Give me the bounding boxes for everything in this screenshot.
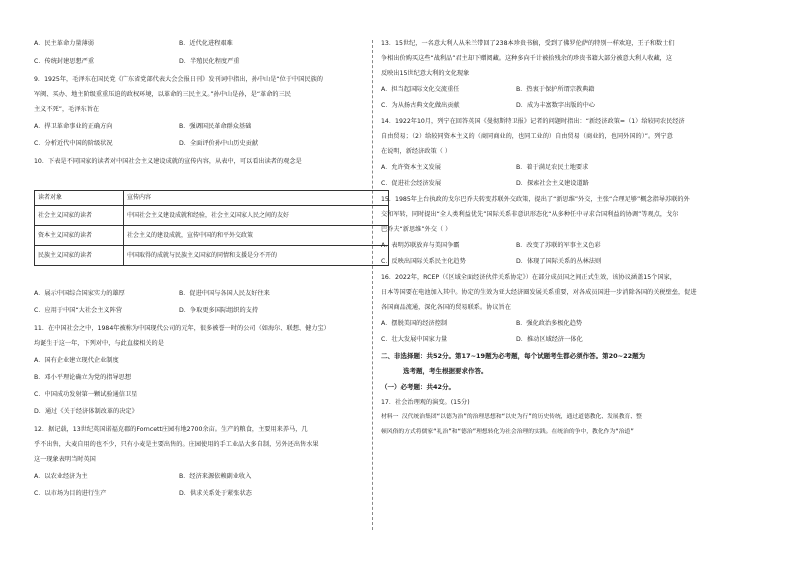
q10-table <box>34 190 389 266</box>
q10-table-header <box>35 191 389 206</box>
table-cell: 社会主义的建设成就，宣传中国的和平外交政策 <box>124 226 389 246</box>
q8-option-c: C．传统封建思想严重 <box>34 58 95 65</box>
table-cell: 中国社会主义建设成就和经验，社会主义国家人民之间的友好 <box>124 206 389 226</box>
q8-option-d: D．半殖民化程度严重 <box>179 58 240 65</box>
q10-options-row2 <box>34 307 364 317</box>
q8-options-row2 <box>34 58 364 68</box>
q9-stem-3: 主义不死”，毛泽东旨在 <box>34 106 100 113</box>
section-2-subheading: （一）必考题：共42分。 <box>381 383 456 391</box>
section-2-line-1: 二、非选择题：共52分。第17~19题为必考题，每个试题考生都必须作答。第20~22题为 <box>381 352 646 360</box>
q11-stem-1: 11．在中国社会之中，1984年被称为中国现代公司的元年，很多被誉一时的公司（如海尔、联想、健力宝） <box>34 325 330 332</box>
column-divider <box>372 40 373 530</box>
q14-stem-2: 自由贸易；（2）给较同资本主义的（商同商业的，也同工业的）自由贸易（商业的，也同外国的）”。列宁意 <box>381 133 673 140</box>
q16-option-c: C．壮大发展中国家力量 <box>381 336 448 343</box>
q14-stem-3: 在说明，新经济政策（ ） <box>381 148 452 155</box>
q10-option-b: B．促进中国与各国人民友好往来 <box>179 290 270 297</box>
q11-option-a: A．国有企业建立现代企业制度 <box>34 357 119 364</box>
q10-header-content: 宣传内容 <box>124 191 389 206</box>
q14-options-row1 <box>381 164 719 174</box>
q16-options-row1 <box>381 320 719 330</box>
q13-options-row1 <box>381 86 719 96</box>
q10-option-d: D．争取更多国际组织的支持 <box>179 307 259 314</box>
q12-options-row2 <box>34 490 364 500</box>
q9-stem-1: 9．1925年，毛泽东在国民党《广东省党部代表大会会报日刊》发刊词中指出，孙中山是“位于中国民族的 <box>34 76 323 83</box>
q12-stem-1: 12．据记载，13世纪英国诺福克郡的Forncett庄园有地2700余亩。生产的粮食，主要用来养马，几 <box>34 426 308 433</box>
q13-stem-2: 争相出价购买这些“战利品”君主却下赠阅藏。这种多向千计被拾残余的珍贵书籍大部分被意大利人收藏，这 <box>381 55 673 62</box>
q17-title: 17．社会治理观的演变。(15分) <box>381 399 470 406</box>
q13-option-a: A．担当起国际文化交流重任 <box>381 86 460 93</box>
q16-stem-2: 日本等国要在电池加入其中。协定的生效为亚大经济圈发展关系重要，对各成员国进一步消除各国的关税壁垒，促进 <box>381 289 697 296</box>
q15-options-row1 <box>381 242 719 252</box>
q12-option-b: B．经济来源依赖副业收入 <box>179 473 252 480</box>
q16-stem-1: 16．2022年，RCEP（《区域全面经济伙伴关系协定》）在部分成员国之间正式生效，该协议涵盖15个国家， <box>381 274 676 281</box>
section-2-line-2: 选考题，考生根据要求作答。 <box>403 367 488 375</box>
q17-material-2: 顿风俗的方式将儒家“礼治”和“德治”理想转化为社会治理的实践。在统治的争中，教化作为“治道” <box>381 429 634 435</box>
q12-option-a: A．以农业经济为主 <box>34 473 88 480</box>
q16-stem-3: 各国商品流通，深化各国的贸易联系。协议旨在 <box>381 304 511 311</box>
q14-option-c: C．促进社会经济发展 <box>381 180 442 187</box>
q12-option-d: D．供求关系处于紧张状态 <box>179 490 252 497</box>
table-cell: 民族主义国家的读者 <box>35 246 124 266</box>
q10-stem: 10．下表是不同国家的读者对中国社会主义建设成就的宣传内容，从表中，可以看出读者的观念是 <box>34 158 302 165</box>
q12-options-row1 <box>34 473 364 483</box>
q8-options-row1 <box>34 40 364 50</box>
q12-stem-2: 乎不出售，大麦自用的也不少，只有小麦是主要出售的。庄园使用的手工业品大多自制，另外还出售水果 <box>34 441 319 448</box>
q9-options-row2 <box>34 140 364 150</box>
table-cell: 社会主义国家的读者 <box>35 206 124 226</box>
q13-option-c: C．为从扬古典文化做出贡献 <box>381 102 460 109</box>
section-2-heading <box>381 352 719 393</box>
q15-option-c: C．反映出国际关系民主化趋势 <box>381 258 466 265</box>
left-column <box>34 40 364 168</box>
q12-stem-3: 这一现象表明当时英国 <box>34 456 96 463</box>
right-column <box>381 40 719 439</box>
q8-option-a: A．民主革命力量薄弱 <box>34 40 94 47</box>
q13-stem-1: 13．15世纪，一名意大利人从米兰带回了238本珍贵书稿，受到了佛罗伦萨的特别一样欢迎，王子和数士们 <box>381 40 675 47</box>
q9-option-b: B．强调国民革命群众基础 <box>179 123 252 130</box>
q14-options-row2 <box>381 180 719 190</box>
q11-option-b: B．邓小平理论确立为党的指导思想 <box>34 374 132 381</box>
table-row <box>35 246 389 266</box>
q12-option-c: C．以市场为目的进行生产 <box>34 490 107 497</box>
q14-stem-1: 14．1922年10月，列宁在回答英国《曼彻斯特卫报》记者的问题时指出：“新经济政策=（1）给较同农民经济 <box>381 118 685 125</box>
q11-stem-2: 均诞生于这一年，下列对中，与此直接相关的是 <box>34 340 164 347</box>
q16-option-d: D．推动区域经济一体化 <box>516 336 583 343</box>
q16-option-b: B．强化政治多极化趋势 <box>516 320 583 327</box>
q14-option-d: D．探索社会主义建设道路 <box>516 180 589 187</box>
q15-stem-2: 交和军转，同时提出“全人类利益优先”国际关系非意识形态化“从多种任中寻求合国利益的协调”等观点，戈尔 <box>381 211 679 218</box>
q15-option-d: D．体现了国际关系的丛林法则 <box>516 258 602 265</box>
q10-header-audience: 读者对象 <box>35 191 124 206</box>
q15-stem-1: 15．1985年上台执政的戈尔巴乔夫转变苏联外交政策，提出了“新思维”外交，主张“合理足够”概念指导苏联的外 <box>381 196 690 203</box>
q17-material-1: 材料一 汉代统治集团“以德为治”的治理思想和“以史为行”的历史传统，通过道德教化、发展教育、整 <box>381 414 642 420</box>
q10-option-a: A．展示中国综合国家实力的雄厚 <box>34 290 125 297</box>
q8-option-b: B．近代化进程艰难 <box>179 40 233 47</box>
question-16 <box>381 274 719 346</box>
q14-option-b: B．着于满足农民土地要求 <box>516 164 589 171</box>
q9-option-c: C．分析近代中国的阶级状况 <box>34 140 113 147</box>
q9-stem-2: 军阀、买办、地主阶级重重压迫的政权环境，以革命的三民主义。”孙中山是孙，是“革命的三民 <box>34 91 291 98</box>
q9-option-d: D．全面评价孙中山历史贡献 <box>179 140 259 147</box>
question-17 <box>381 399 719 439</box>
q16-option-a: A．摆脱美国的经济控制 <box>381 320 448 327</box>
q13-option-b: B．热衷于保护所谓宗教典籍 <box>516 86 595 93</box>
question-11 <box>34 325 364 418</box>
question-10-stem <box>34 158 364 168</box>
question-13 <box>381 40 719 112</box>
q9-option-a: A．捍卫革命事业的正确方向 <box>34 123 113 130</box>
q10-options-row1 <box>34 290 364 300</box>
q9-options-row1 <box>34 123 364 133</box>
q13-option-d: D．成为丰富数字出版的中心 <box>516 102 596 109</box>
q15-option-a: A．表明苏联放弃与美国争霸 <box>381 242 460 249</box>
q11-option-d: D．通过《关于经济体制改革的决定》 <box>34 408 138 415</box>
q10-option-c: C．应用于中国“大社会主义阵营 <box>34 307 122 314</box>
question-15 <box>381 196 719 268</box>
q13-options-row2 <box>381 102 719 112</box>
question-12 <box>34 426 364 500</box>
table-row <box>35 206 389 226</box>
question-9 <box>34 76 364 150</box>
left-column-lower <box>34 290 364 500</box>
table-cell: 资本主义国家的读者 <box>35 226 124 246</box>
q15-option-b: B．改变了苏联的军事主义色彩 <box>516 242 601 249</box>
q11-option-c: C．中国成功发射第一颗试验通信卫星 <box>34 391 138 398</box>
q15-stem-3: 巴乔夫“新思维”外交（ ） <box>381 226 452 233</box>
q13-stem-3: 反映出15世纪意大利的文化现象 <box>381 70 470 77</box>
q16-options-row2 <box>381 336 719 346</box>
table-row <box>35 226 389 246</box>
q15-options-row2 <box>381 258 719 268</box>
question-14 <box>381 118 719 190</box>
q14-option-a: A．允许资本主义发展 <box>381 164 441 171</box>
table-cell: 中国取得的成就与民族主义国家的同情和支援是分不开的 <box>124 246 389 266</box>
